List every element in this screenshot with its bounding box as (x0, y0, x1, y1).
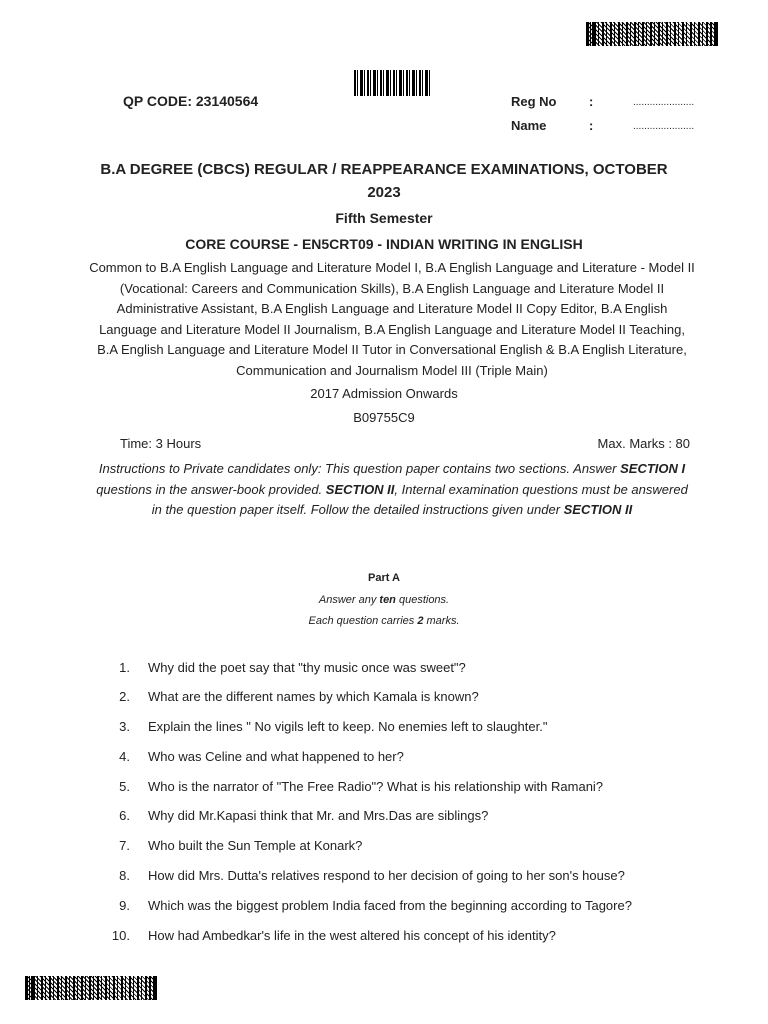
instructions-text-2: questions in the answer-book provided. (96, 481, 326, 497)
name-label: Name (511, 118, 547, 133)
instructions-text-1: Instructions to Private candidates only: This question paper contains two sections. Answer (98, 461, 621, 476)
question-text: Why did the poet say that "thy music once was sweet"? (148, 660, 466, 675)
marks-note-value: 2 (417, 615, 424, 627)
center-barcode (354, 70, 430, 96)
question-number: 7. (119, 838, 130, 853)
qp-code: QP CODE: 23140564 (123, 93, 259, 109)
question-text: Which was the biggest problem India faced from the beginning according to Tagore? (148, 898, 632, 913)
answer-note-post: questions. (395, 594, 450, 606)
question-item (0, 749, 768, 769)
part-a-marks-note (0, 615, 768, 627)
instructions-section2: SECTION II (325, 481, 395, 497)
question-number: 8. (119, 868, 130, 883)
marks-note-post: marks. (423, 615, 460, 627)
admission: 2017 Admission Onwards (310, 386, 458, 401)
common-to-text: Common to B.A English Language and Literature Model I, B.A English Language and Literature - Model II (Vocational: Careers and Communication Skills), B.A English Language and Literature Model II Administrative Assistant, B.A English Language and Literature Model II Copy Editor, B.A English Language and Literature Model II Journalism, B.A English Language and Literature Model II Teaching, B.A English Language and Literature Model II Tutor in Conversational English & B.A English Literature, Communication and Journalism Model III (Triple Main) (89, 260, 695, 378)
name-field[interactable]: ...................... (633, 121, 695, 132)
question-item (0, 928, 768, 948)
reg-no-field[interactable]: ...................... (633, 97, 695, 108)
bottom-left-scan-code (25, 976, 157, 1000)
question-number: 9. (119, 898, 130, 913)
question-number: 1. (119, 660, 130, 675)
question-number: 6. (119, 808, 130, 823)
paper-code: B09755C9 (353, 410, 415, 425)
question-item (0, 689, 768, 709)
answer-note-count: ten (379, 594, 396, 606)
question-number: 3. (119, 719, 130, 734)
instructions-text-3: , Internal examination questions must be answered in the question paper itself. Follow the detailed instructions given under (151, 481, 688, 517)
question-item (0, 660, 768, 680)
time-duration: Time: 3 Hours (120, 436, 202, 451)
question-item (0, 808, 768, 828)
question-text: How had Ambedkar's life in the west altered his concept of his identity? (148, 928, 556, 943)
semester: Fifth Semester (335, 210, 433, 226)
exam-title-line1: B.A DEGREE (CBCS) REGULAR / REAPPEARANCE EXAMINATIONS, OCTOBER (100, 161, 668, 178)
question-number: 5. (119, 779, 130, 794)
question-text: Who was Celine and what happened to her? (148, 749, 404, 764)
top-right-scan-code (586, 22, 718, 46)
reg-no-colon: : (589, 94, 594, 109)
question-item (0, 868, 768, 888)
question-item (0, 898, 768, 918)
exam-title-line2: 2023 (367, 184, 401, 201)
part-a-answer-note (0, 594, 768, 606)
instructions-section1: SECTION I (620, 461, 686, 476)
marks-note-pre: Each question carries (308, 615, 418, 627)
question-text: Who is the narrator of "The Free Radio"? What is his relationship with Ramani? (148, 779, 604, 794)
question-number: 10. (111, 928, 130, 943)
course-title: CORE COURSE - EN5CRT09 - INDIAN WRITING IN ENGLISH (185, 236, 583, 252)
reg-no-label: Reg No (511, 94, 557, 109)
question-text: Who built the Sun Temple at Konark? (148, 838, 363, 853)
instructions-section2-end: SECTION II (563, 502, 633, 517)
question-text: Explain the lines " No vigils left to keep. No enemies left to slaughter." (148, 719, 548, 734)
question-item (0, 779, 768, 799)
part-a-heading: Part A (368, 572, 400, 584)
question-item (0, 838, 768, 858)
question-text: What are the different names by which Kamala is known? (148, 689, 479, 704)
name-colon: : (589, 118, 594, 133)
instructions (95, 459, 689, 521)
max-marks: Max. Marks : 80 (597, 436, 690, 451)
question-text: How did Mrs. Dutta's relatives respond to her decision of going to her son's house? (148, 868, 625, 883)
question-item (0, 719, 768, 739)
answer-note-pre: Answer any (318, 594, 380, 606)
question-number: 4. (119, 749, 130, 764)
question-text: Why did Mr.Kapasi think that Mr. and Mrs.Das are siblings? (148, 808, 489, 823)
question-number: 2. (119, 689, 130, 704)
